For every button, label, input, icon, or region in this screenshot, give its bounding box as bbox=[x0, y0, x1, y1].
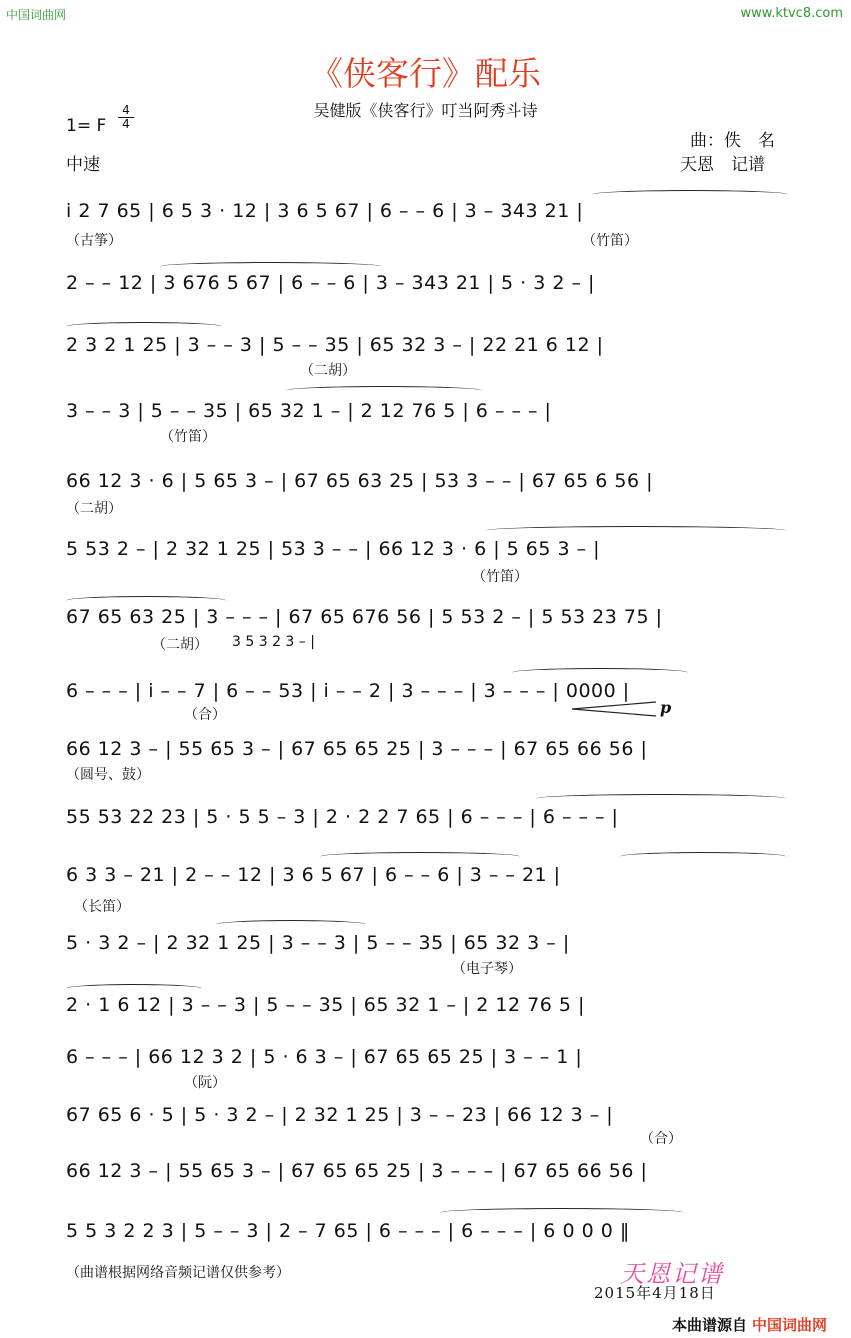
score-line-3: 2 3 2 1 25 | 3 – – 3 | 5 – – 35 | 65 32 3 – | 22 21 6 12 | bbox=[66, 334, 604, 356]
source-site-link[interactable]: 中国词曲网 bbox=[752, 1316, 828, 1334]
label-guzheng: （古筝） bbox=[66, 233, 122, 249]
score-line-7: 67 65 63 25 | 3 – – – | 67 65 676 56 | 5 53 2 – | 5 53 23 75 | bbox=[66, 606, 663, 628]
source-label: 本曲谱源自 bbox=[672, 1316, 748, 1334]
slur-line-11 bbox=[320, 852, 520, 861]
arranger: 天恩 记谱 bbox=[680, 155, 765, 175]
score-line-6: 5 53 2 – | 2 32 1 25 | 53 3 – – | 66 12 3 · 6 | 5 65 3 – | bbox=[66, 538, 601, 560]
label-dizi-2: （竹笛） bbox=[160, 429, 216, 445]
score-subtitle: 吴健版《侠客行》叮当阿秀斗诗 bbox=[313, 101, 538, 120]
slur-line-17 bbox=[440, 1208, 684, 1217]
dynamic-marking: p bbox=[660, 698, 672, 717]
slur-line-6 bbox=[486, 526, 786, 535]
key-signature: 1= F bbox=[66, 116, 107, 136]
score-line-1: i 2 7 65 | 6 5 3 · 12 | 3 6 5 67 | 6 – – 6 | 3 – 343 21 | bbox=[66, 200, 584, 222]
label-he-2: （合） bbox=[640, 1131, 682, 1147]
label-gong-drum: （圆号、鼓） bbox=[66, 767, 150, 783]
tempo-marking: 中速 bbox=[66, 155, 100, 175]
score-line-2: 2 – – 12 | 3 676 5 67 | 6 – – 6 | 3 – 343 21 | 5 · 3 2 – | bbox=[66, 272, 595, 294]
score-line-16: 66 12 3 – | 55 65 3 – | 67 65 65 25 | 3 – – – | 67 65 66 56 | bbox=[66, 1160, 648, 1182]
score-line-5: 66 12 3 · 6 | 5 65 3 – | 67 65 63 25 | 53 3 – – | 67 65 6 56 | bbox=[66, 470, 654, 492]
slur-line-1 bbox=[592, 190, 788, 199]
score-line-13: 2 · 1 6 12 | 3 – – 3 | 5 – – 35 | 65 32 1 – | 2 12 76 5 | bbox=[66, 994, 585, 1016]
score-line-8: 6 – – – | i – – 7 | 6 – – 53 | i – – 2 | 3 – – – | 3 – – – | 0000 | bbox=[66, 680, 630, 702]
time-signature-top: 4 bbox=[122, 103, 130, 117]
time-signature bbox=[118, 104, 134, 131]
slur-line-3 bbox=[66, 322, 222, 331]
slur-line-10 bbox=[536, 794, 786, 803]
score-line-10: 55 53 22 23 | 5 · 5 5 – 3 | 2 · 2 2 7 65 | 6 – – – | 6 – – – | bbox=[66, 806, 619, 828]
label-erhu-2: （二胡） bbox=[66, 501, 122, 517]
arranger-stamp: 天恩记谱 bbox=[620, 1260, 724, 1288]
score-line-14: 6 – – – | 66 12 3 2 | 5 · 6 3 – | 67 65 65 25 | 3 – – 1 | bbox=[66, 1046, 583, 1068]
watermark-left: 中国词曲网 bbox=[6, 8, 67, 22]
slur-line-12 bbox=[216, 920, 366, 929]
score-line-4: 3 – – 3 | 5 – – 35 | 65 32 1 – | 2 12 76 5 | 6 – – – | bbox=[66, 400, 552, 422]
score-title: 《侠客行》配乐 bbox=[310, 54, 541, 93]
score-line-11: 6 3 3 – 21 | 2 – – 12 | 3 6 5 67 | 6 – – 6 | 3 – – 21 | bbox=[66, 864, 561, 886]
footnote: （曲谱根据网络音频记谱仅供参考） bbox=[66, 1265, 290, 1281]
date: 2015年4月18日 bbox=[594, 1284, 716, 1302]
watermark-right: www.ktvc8.com bbox=[740, 6, 843, 21]
score-line-12: 5 · 3 2 – | 2 32 1 25 | 3 – – 3 | 5 – – 35 | 65 32 3 – | bbox=[66, 932, 570, 954]
label-dizi-1: （竹笛） bbox=[582, 233, 638, 249]
label-dizi-3: （竹笛） bbox=[472, 569, 528, 585]
label-ruan: （阮） bbox=[184, 1075, 226, 1091]
composer: 曲：佚 名 bbox=[690, 131, 775, 151]
time-signature-bottom: 4 bbox=[118, 117, 134, 131]
score-line-15: 67 65 6 · 5 | 5 · 3 2 – | 2 32 1 25 | 3 – – 23 | 66 12 3 – | bbox=[66, 1104, 614, 1126]
label-erhu-alt-phrase: 3 5 3 2 3 – | bbox=[232, 634, 315, 650]
label-long-flute: （长笛） bbox=[74, 899, 130, 915]
score-line-17: 5 5 3 2 2 3 | 5 – – 3 | 2 – 7 65 | 6 – – – | 6 – – – | 6 0 0 0 ‖ bbox=[66, 1220, 630, 1242]
label-keyboard: （电子琴） bbox=[452, 961, 522, 977]
slur-line-11b bbox=[620, 852, 786, 861]
score-line-9: 66 12 3 – | 55 65 3 – | 67 65 65 25 | 3 – – – | 67 65 66 56 | bbox=[66, 738, 648, 760]
label-erhu-1: （二胡） bbox=[300, 363, 356, 379]
slur-line-2 bbox=[160, 262, 382, 271]
slur-line-4 bbox=[286, 386, 482, 395]
slur-line-13 bbox=[66, 984, 202, 993]
slur-line-7 bbox=[66, 596, 226, 605]
slur-line-8 bbox=[512, 668, 688, 677]
label-erhu-3: （二胡） bbox=[152, 637, 208, 653]
label-he-1: （合） bbox=[184, 707, 226, 723]
decrescendo-hairpin bbox=[572, 700, 656, 718]
